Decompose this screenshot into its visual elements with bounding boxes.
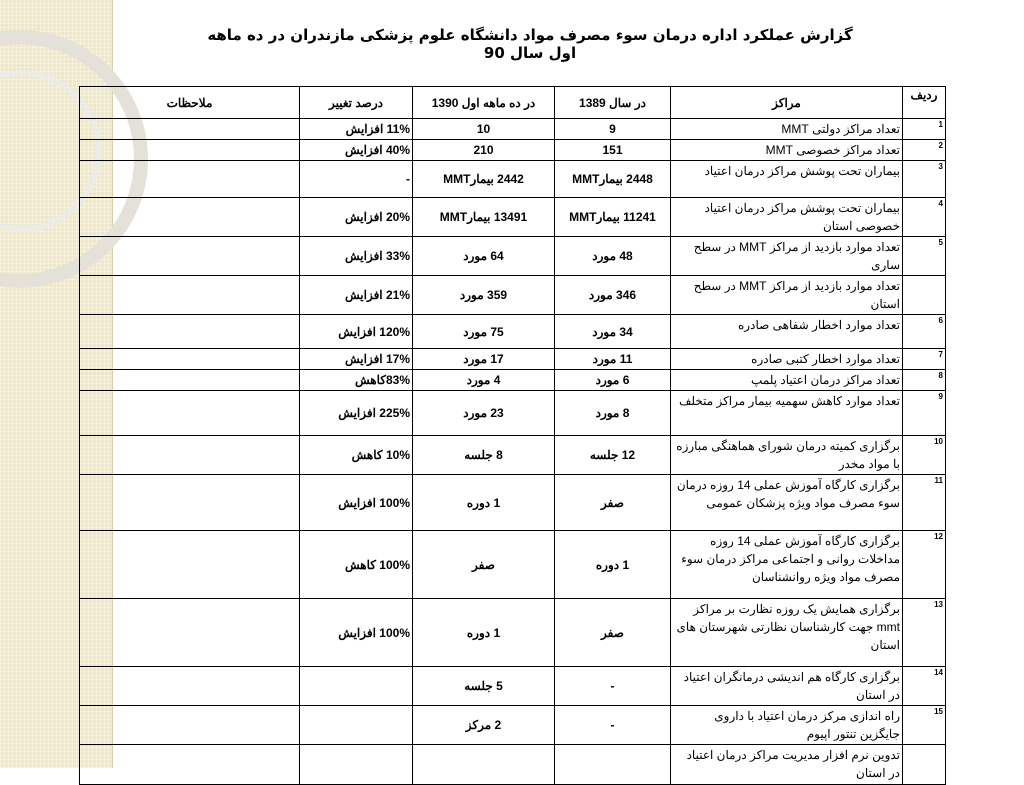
table-row <box>80 667 946 706</box>
row-number-cell: 2 <box>903 140 946 161</box>
row-number-cell: 10 <box>903 436 946 475</box>
year-1389-cell: 151 <box>555 140 671 161</box>
year-1389-cell: - <box>555 667 671 706</box>
row-number-cell: 1 <box>903 119 946 140</box>
table-row <box>80 475 946 531</box>
year-1389-cell: 48 مورد <box>555 237 671 276</box>
notes-cell <box>80 531 300 599</box>
row-number-cell: 14 <box>903 667 946 706</box>
center-cell: تعداد موارد بازدید از مراکز MMT در سطح ساری <box>671 237 903 276</box>
ten-months-1390-cell: 8 جلسه <box>413 436 555 475</box>
year-1389-cell: 8 مورد <box>555 391 671 436</box>
ten-months-1390-cell: 1 دوره <box>413 475 555 531</box>
change-cell: 83%کاهش <box>300 370 413 391</box>
table-row <box>80 349 946 370</box>
ten-months-1390-cell: صفر <box>413 531 555 599</box>
page-title: گزارش عملکرد اداره درمان سوء مصرف مواد دانشگاه علوم پزشکی مازندران در ده ماهه اول سال 90 <box>207 26 853 62</box>
table-row <box>80 161 946 198</box>
change-cell: 100% افزایش <box>300 475 413 531</box>
ten-months-1390-cell: 5 جلسه <box>413 667 555 706</box>
year-1389-cell: 12 جلسه <box>555 436 671 475</box>
ten-months-1390-cell: 64 مورد <box>413 237 555 276</box>
change-cell: 40% افزایش <box>300 140 413 161</box>
notes-cell <box>80 161 300 198</box>
year-1389-cell: - <box>555 706 671 745</box>
center-cell: برگزاری کارگاه آموزش عملی 14 روزه مداخلات روانی و اجتماعی مراکز درمان سوء مصرف مواد ویژه روانشناسان <box>671 531 903 599</box>
table-row <box>80 119 946 140</box>
center-cell: بیماران تحت پوشش مراکز درمان اعتیاد خصوصی استان <box>671 198 903 237</box>
table-row <box>80 745 946 785</box>
year-1389-cell: صفر <box>555 475 671 531</box>
notes-cell <box>80 276 300 315</box>
year-1389-cell: 346 مورد <box>555 276 671 315</box>
change-cell: 17% افزایش <box>300 349 413 370</box>
change-cell: 100% افزایش <box>300 599 413 667</box>
ten-months-1390-cell: 75 مورد <box>413 315 555 349</box>
center-cell: تعداد مراکز درمان اعتیاد پلمپ <box>671 370 903 391</box>
header-ten-months-1390: در ده ماهه اول 1390 <box>413 87 555 119</box>
header-row-number: ردیف <box>903 87 946 119</box>
table-row <box>80 140 946 161</box>
ten-months-1390-cell: 2442 بیمارMMT <box>413 161 555 198</box>
ten-months-1390-cell: 4 مورد <box>413 370 555 391</box>
ten-months-1390-cell: 13491 بیمارMMT <box>413 198 555 237</box>
notes-cell <box>80 140 300 161</box>
center-cell: برگزاری همایش یک روزه نظارت بر مراکز mmt جهت کارشناسان نظارتی شهرستان های استان <box>671 599 903 667</box>
notes-cell <box>80 475 300 531</box>
center-cell: برگزاری کارگاه آموزش عملی 14 روزه درمان سوء مصرف مواد ویژه پزشکان عمومی <box>671 475 903 531</box>
notes-cell <box>80 370 300 391</box>
year-1389-cell: 11241 بیمارMMT <box>555 198 671 237</box>
table-row <box>80 370 946 391</box>
year-1389-cell: 1 دوره <box>555 531 671 599</box>
table-row <box>80 436 946 475</box>
header-notes: ملاحظات <box>80 87 300 119</box>
change-cell: 33% افزایش <box>300 237 413 276</box>
center-cell: تعداد موارد کاهش سهمیه بیمار مراکز متخلف <box>671 391 903 436</box>
center-cell: تدوین نرم افزار مدیریت مراکز درمان اعتیاد در استان <box>671 745 903 785</box>
row-number-cell <box>903 276 946 315</box>
center-cell: برگزاری کمیته درمان شورای هماهنگی مبارزه با مواد مخدر <box>671 436 903 475</box>
row-number-cell: 5 <box>903 237 946 276</box>
change-cell: 225% افزایش <box>300 391 413 436</box>
row-number-cell: 3 <box>903 161 946 198</box>
notes-cell <box>80 391 300 436</box>
notes-cell <box>80 119 300 140</box>
ten-months-1390-cell: 23 مورد <box>413 391 555 436</box>
table-row <box>80 276 946 315</box>
ten-months-1390-cell: 210 <box>413 140 555 161</box>
year-1389-cell: 2448 بیمارMMT <box>555 161 671 198</box>
table-row <box>80 315 946 349</box>
notes-cell <box>80 349 300 370</box>
ten-months-1390-cell: 10 <box>413 119 555 140</box>
table-row <box>80 198 946 237</box>
center-cell: تعداد موارد بازدید از مراکز MMT در سطح استان <box>671 276 903 315</box>
year-1389-cell: صفر <box>555 599 671 667</box>
ten-months-1390-cell: 359 مورد <box>413 276 555 315</box>
header-centers: مراکز <box>671 87 903 119</box>
change-cell: 11% افزایش <box>300 119 413 140</box>
ten-months-1390-cell: 2 مرکز <box>413 706 555 745</box>
change-cell <box>300 706 413 745</box>
row-number-cell: 7 <box>903 349 946 370</box>
ten-months-1390-cell: 1 دوره <box>413 599 555 667</box>
notes-cell <box>80 436 300 475</box>
table-row <box>80 391 946 436</box>
notes-cell <box>80 198 300 237</box>
year-1389-cell: 34 مورد <box>555 315 671 349</box>
notes-cell <box>80 706 300 745</box>
row-number-cell: 4 <box>903 198 946 237</box>
year-1389-cell: 11 مورد <box>555 349 671 370</box>
change-cell: 21% افزایش <box>300 276 413 315</box>
center-cell: راه اندازی مرکز درمان اعتیاد با داروی جایگزین تنتور اپیوم <box>671 706 903 745</box>
table-body <box>80 119 946 785</box>
notes-cell <box>80 599 300 667</box>
table-row <box>80 706 946 745</box>
notes-cell <box>80 667 300 706</box>
row-number-cell: 6 <box>903 315 946 349</box>
change-cell: 20% افزایش <box>300 198 413 237</box>
table-row <box>80 599 946 667</box>
center-cell: تعداد موارد اخطار کتبی صادره <box>671 349 903 370</box>
center-cell: تعداد موارد اخطار شفاهی صادره <box>671 315 903 349</box>
center-cell: تعداد مراکز خصوصی MMT <box>671 140 903 161</box>
row-number-cell: 12 <box>903 531 946 599</box>
center-cell: برگزاری کارگاه هم اندیشی درمانگران اعتیاد در استان <box>671 667 903 706</box>
change-cell: - <box>300 161 413 198</box>
year-1389-cell: 9 <box>555 119 671 140</box>
table-row <box>80 237 946 276</box>
report-table <box>79 86 946 785</box>
change-cell: 100% کاهش <box>300 531 413 599</box>
row-number-cell: 13 <box>903 599 946 667</box>
row-number-cell <box>903 745 946 785</box>
year-1389-cell: 6 مورد <box>555 370 671 391</box>
year-1389-cell <box>555 745 671 785</box>
table-row <box>80 531 946 599</box>
row-number-cell: 9 <box>903 391 946 436</box>
notes-cell <box>80 745 300 785</box>
ten-months-1390-cell <box>413 745 555 785</box>
change-cell: 10% کاهش <box>300 436 413 475</box>
header-row <box>80 87 946 119</box>
header-year-1389: در سال 1389 <box>555 87 671 119</box>
notes-cell <box>80 315 300 349</box>
center-cell: تعداد مراکز دولتی MMT <box>671 119 903 140</box>
row-number-cell: 8 <box>903 370 946 391</box>
notes-cell <box>80 237 300 276</box>
change-cell: 120% افزایش <box>300 315 413 349</box>
row-number-cell: 11 <box>903 475 946 531</box>
change-cell <box>300 667 413 706</box>
header-change: درصد تغییر <box>300 87 413 119</box>
ten-months-1390-cell: 17 مورد <box>413 349 555 370</box>
row-number-cell: 15 <box>903 706 946 745</box>
center-cell: بیماران تحت پوشش مراکز درمان اعتیاد <box>671 161 903 198</box>
change-cell <box>300 745 413 785</box>
